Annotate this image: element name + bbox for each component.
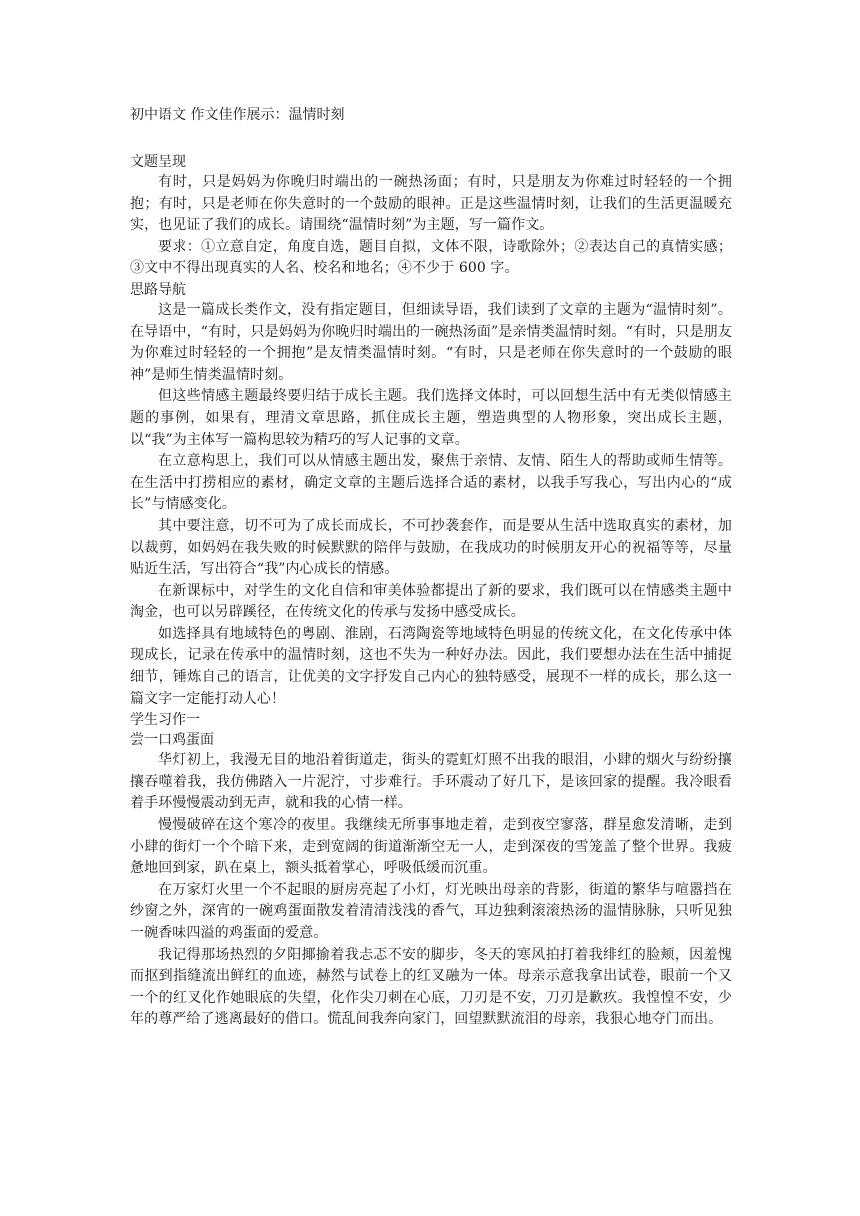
- document-page: [130, 104, 732, 1031]
- essay-title: 尝一口鸡蛋面: [130, 732, 214, 749]
- paragraph: 慢慢破碎在这个寒冷的夜里。我继续无所事事地走着，走到夜空寥落，群星愈发清晰，走到小肆的街灯一个个暗下来，走到宽阔的街道渐渐空无一人，走到深夜的雪笼盖了整个世界。我疲惫地回到家，趴在桌上，额头抵着掌心，呼吸低缓而沉重。: [130, 817, 732, 877]
- paragraph: 在万家灯火里一个不起眼的厨房亮起了小灯，灯光映出母亲的背影，街道的繁华与喧嚣挡在纱窗之外，深宵的一碗鸡蛋面散发着清清浅浅的香气，耳边独剩滚滚热汤的温情脉脉，只听见独一碗香味四溢的鸡蛋面的爱意。: [130, 881, 732, 941]
- paragraph: 要求：①立意自定，角度自选，题目自拟，文体不限，诗歌除外；②表达自己的真情实感；③文中不得出现真实的人名、校名和地名；④不少于 600 字。: [130, 238, 732, 277]
- paragraph: 华灯初上，我漫无目的地沿着街道走，街头的霓虹灯照不出我的眼泪，小肆的烟火与纷纷攘攘吞噬着我，我仿佛踏入一片泥泞，寸步难行。手环震动了好几下，是该回家的提醒。我冷眼看着手环慢慢震动到无声，就和我的心情一样。: [130, 752, 732, 812]
- paragraph: 我记得那场热烈的夕阳揶揄着我忐忑不安的脚步，冬天的寒风拍打着我绯红的脸颊，因羞愧而抠到指缝流出鲜红的血迹，赫然与试卷上的红叉融为一体。母亲示意我拿出试卷，眼前一个又一个的红叉化作她眼底的失望，化作尖刀刺在心底，刀刃是不安，刀刃是歉疚。我惶惶不安，少年的尊严给了逃离最好的借口。慌乱间我奔向家门，回望默默流泪的母亲，我狠心地夺门而出。: [130, 946, 732, 1028]
- paragraph: 有时，只是妈妈为你晚归时端出的一碗热汤面；有时，只是朋友为你难过时轻轻的一个拥抱；有时，只是老师在你失意时的一个鼓励的眼神。正是这些温情时刻，让我们的生活更温暖充实，也见证了我们的成长。请围绕“温情时刻”为主题，写一篇作文。: [130, 174, 732, 234]
- document-title: 初中语文 作文佳作展示：温情时刻: [130, 107, 345, 123]
- paragraph: 在立意构思上，我们可以从情感主题出发，聚焦于亲情、友情、陌生人的帮助或师生情等。在生活中打捞相应的素材，确定文章的主题后选择合适的素材，以我手写我心，写出内心的“成长”与情感变化。: [130, 453, 732, 513]
- section-heading-guide: 思路导航: [130, 281, 186, 298]
- paragraph: 如选择具有地域特色的粤剧、淮剧，石湾陶瓷等地域特色明显的传统文化，在文化传承中体现成长，记录在传承中的温情时刻，这也不失为一种好办法。因此，我们要想办法在生活中捕捉细节，锤炼自己的语言，让优美的文字抒发自己内心的独特感受，展现不一样的成长，那么这一篇文字一定能打动人心！: [130, 625, 732, 707]
- paragraph: 但这些情感主题最终要归结于成长主题。我们选择文体时，可以回想生活中有无类似情感主题的事例，如果有，理清文章思路，抓住成长主题，塑造典型的人物形象，突出成长主题，以“我”为主体写一篇构思较为精巧的写人记事的文章。: [130, 388, 732, 448]
- section-heading-essay: 学生习作一: [130, 712, 200, 729]
- paragraph: 在新课标中，对学生的文化自信和审美体验都提出了新的要求，我们既可以在情感类主题中淘金，也可以另辟蹊径，在传统文化的传承与发扬中感受成长。: [130, 582, 732, 621]
- paragraph: 这是一篇成长类作文，没有指定题目，但细读导语，我们读到了文章的主题为“温情时刻”。在导语中，“有时，只是妈妈为你晚归时端出的一碗热汤面”是亲情类温情时刻。“有时，只是朋友为你难过时轻轻的一个拥抱”是友情类温情时刻。“有时，只是老师在你失意时的一个鼓励的眼神”是师生情类温情时刻。: [130, 301, 732, 383]
- section-heading-prompt: 文题呈现: [130, 154, 186, 170]
- paragraph: 其中要注意，切不可为了成长而成长，不可抄袭套作，而是要从生活中选取真实的素材，加以裁剪，如妈妈在我失败的时候默默的陪伴与鼓励，在我成功的时候朋友开心的祝福等等，尽量贴近生活，写出符合“我”内心成长的情感。: [130, 517, 732, 578]
